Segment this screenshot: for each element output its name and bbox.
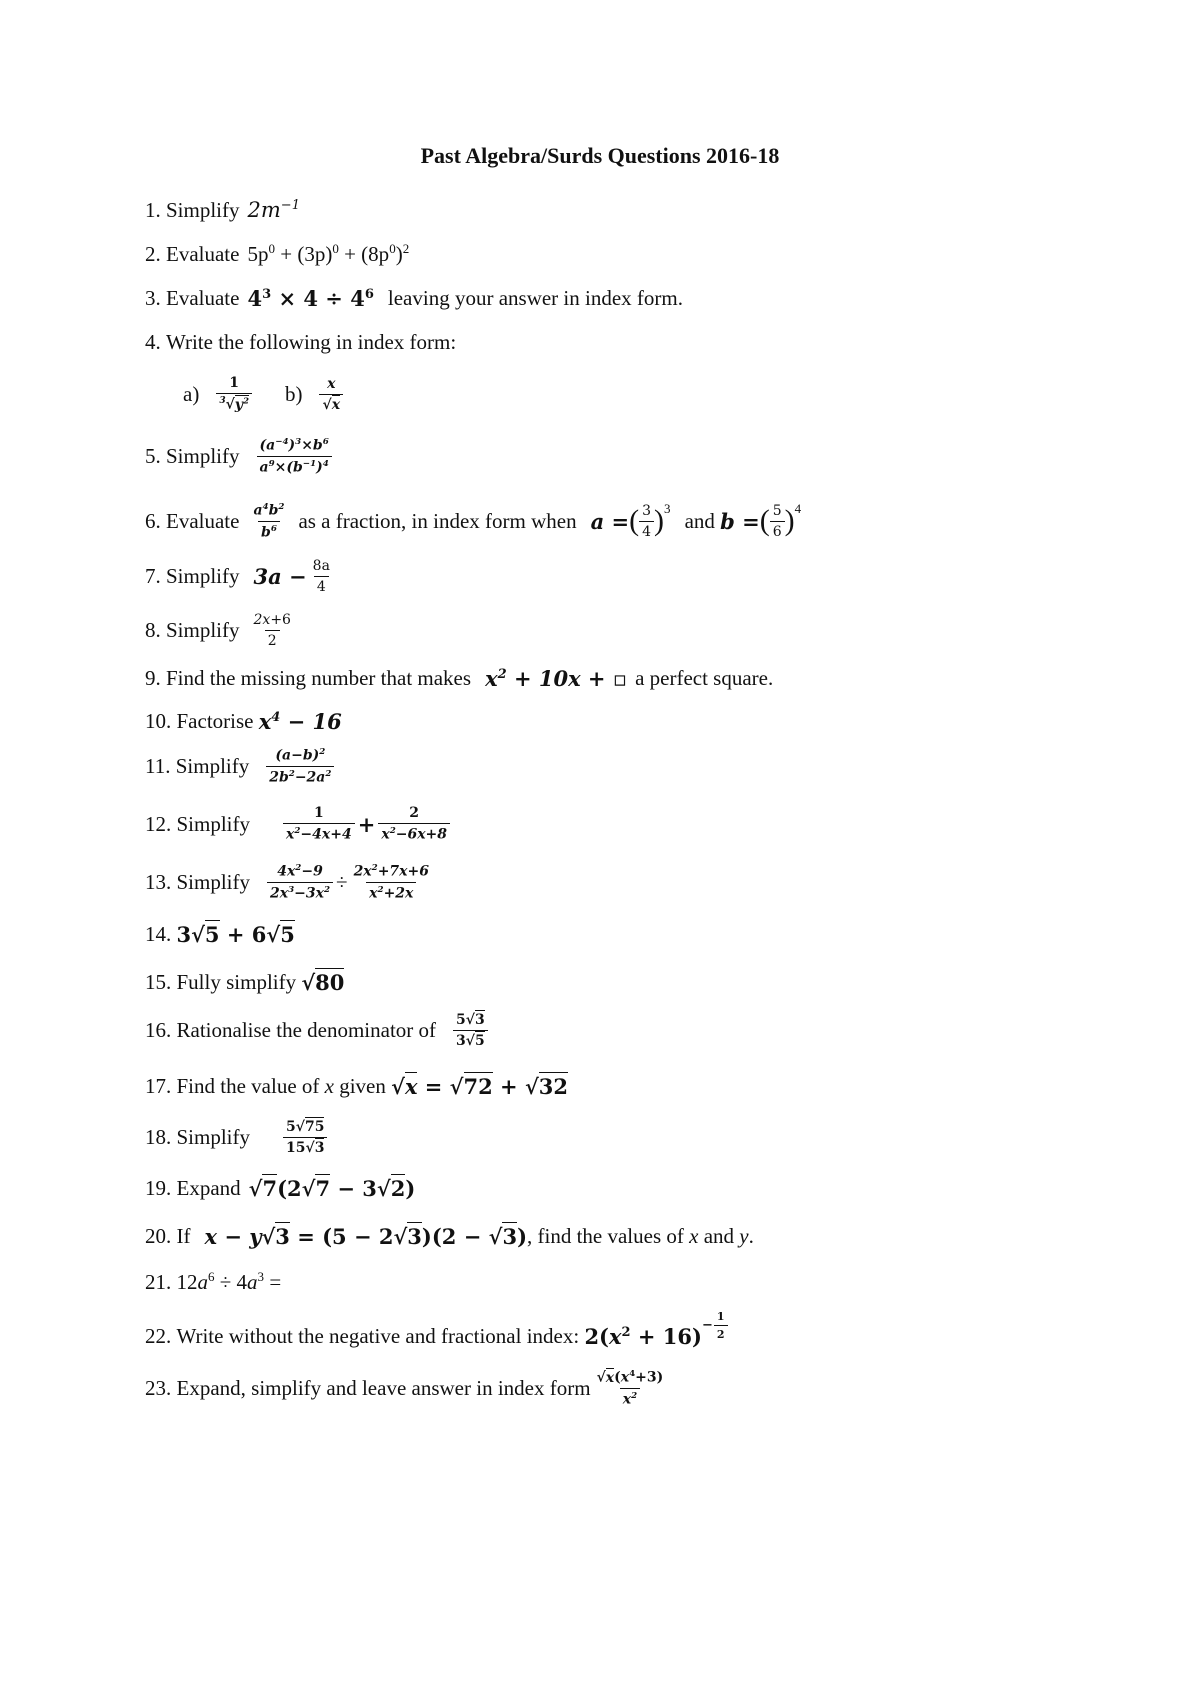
question-number: 4. (145, 329, 161, 354)
fraction: $\frac{a^4b^2}{b^6}$ (253, 501, 285, 541)
variable-x: x (689, 1223, 699, 1248)
expression: $5p^0 + (3p)^0 + (8p^0)^2$ (247, 241, 410, 266)
question-text: Evaluate (166, 241, 240, 266)
question-text: Rationalise the denominator of (176, 1017, 437, 1042)
question-number: 7. (145, 563, 161, 588)
question-number: 13. (145, 869, 172, 894)
question-10 (145, 697, 342, 745)
expression: $12a^6 \div 4a^3$ = (176, 1269, 282, 1294)
question-text: Evaluate (166, 285, 240, 310)
question-text: Write the following in index form: (166, 329, 457, 354)
fraction: $\frac{3}{4}$ (639, 503, 654, 540)
question-number: 23. (145, 1375, 172, 1400)
question-text: Write without the negative and fractional index: (176, 1323, 580, 1348)
expression: 3a − (253, 563, 307, 589)
question-number: 9. (145, 665, 161, 690)
fraction: $\frac{4x^2-9}{2x^3-3x^2}$ (267, 863, 333, 901)
question-text: Simplify (175, 753, 250, 778)
question-number: 14. (145, 921, 172, 946)
question-7 (145, 552, 336, 600)
expression: $2m^{-1}$ (247, 198, 300, 222)
and-text: and (703, 1223, 735, 1248)
question-17 (145, 1062, 568, 1110)
fraction: $\frac{(a-b)^2}{2b^2-2a^2}$ (266, 747, 334, 785)
fraction: $\frac{x}{√x}$ (319, 376, 343, 413)
question-number: 15. (145, 969, 172, 994)
question-4 (145, 318, 456, 366)
question-text: Fully simplify (176, 969, 297, 994)
fraction: $\frac{1}{^3√y^2}$ (216, 375, 252, 413)
question-23 (145, 1364, 669, 1412)
plus-sign: + (357, 811, 376, 837)
fraction: $\frac{5√3}{3√5}$ (453, 1012, 488, 1049)
fraction: $\frac{5}{6}$ (770, 503, 785, 540)
fraction: $\frac{(a^{-4})^3\times b^6}{a^9\times(b^{-1})^4}$ (257, 437, 332, 475)
fraction: $\frac{2}{x^2-6x+8}$ (378, 805, 450, 843)
expression: √7(2√7 − 3√2) (248, 1175, 416, 1201)
question-22 (145, 1312, 729, 1360)
question-number: 6. (145, 508, 161, 533)
question-text: Simplify (166, 443, 240, 468)
question-5 (145, 432, 335, 480)
question-text-after: , find the values of (527, 1223, 684, 1248)
question-number: 21. (145, 1269, 172, 1294)
question-text: Simplify (176, 811, 251, 836)
question-21 (145, 1258, 281, 1306)
question-number: 12. (145, 811, 172, 836)
divide-sign: ÷ (336, 869, 348, 894)
and-text: and (684, 508, 715, 533)
question-12 (145, 800, 453, 848)
fraction: $\frac{1}{x^2-4x+4}$ (283, 805, 355, 843)
question-text: Simplify (166, 197, 240, 222)
part-a-label: a) (183, 381, 200, 406)
question-number: 11. (145, 753, 171, 778)
question-text: Evaluate (166, 508, 240, 533)
question-number: 22. (145, 1323, 172, 1348)
fraction: $\frac{5√75}{15√3}$ (283, 1119, 327, 1156)
expression: $x^4 - 16$ (258, 708, 342, 734)
question-18 (145, 1113, 330, 1161)
question-number: 2. (145, 241, 161, 266)
question-19 (145, 1164, 415, 1212)
question-text-given: given (339, 1073, 386, 1098)
expression: $x^2 + 10x$ + ▫ (485, 665, 628, 691)
question-number: 16. (145, 1017, 172, 1042)
question-text: Simplify (176, 869, 251, 894)
expression: $2(x^2 + 16)$ (584, 1323, 702, 1349)
expression: a = (590, 508, 630, 534)
question-1 (145, 186, 300, 234)
question-text-mid: as a fraction, in index form when (298, 508, 577, 533)
full-stop: . (748, 1223, 754, 1248)
question-number: 1. (145, 197, 161, 222)
fraction: $\frac{2x+6}{2}$ (253, 611, 291, 649)
variable-x: x (324, 1073, 334, 1098)
fraction: $\frac{2x^2+7x+6}{x^2+2x}$ (353, 862, 429, 902)
question-13 (145, 858, 435, 906)
question-text: If (176, 1223, 191, 1248)
expression: √80 (301, 969, 345, 995)
question-number: 5. (145, 443, 161, 468)
question-2 (145, 230, 409, 278)
part-b-label: b) (284, 381, 303, 406)
question-number: 18. (145, 1124, 172, 1149)
question-text-after: a perfect square. (635, 665, 774, 690)
question-number: 8. (145, 617, 161, 642)
question-6: 6. Evaluate $\frac{a^4b^2}{b^6}$ as a fraction, in index form when a = ( $\frac{3}{4}$ ) $^3$ and b = ( $\frac{5}{6}$ ) $^4$ (145, 501, 802, 541)
question-3 (145, 274, 683, 322)
page-title: Past Algebra/Surds Questions 2016-18 (420, 143, 780, 168)
expression: b = (720, 508, 760, 534)
question-text: Factorise (176, 708, 254, 733)
expression: x − y√3 = (5 − 2√3)(2 − √3) (204, 1223, 527, 1249)
question-number: 20. (145, 1223, 172, 1248)
question-11 (145, 742, 337, 790)
variable-y: y (739, 1223, 749, 1248)
question-text: Simplify (166, 617, 240, 642)
fractional-exponent: − $\frac{1}{2}$ (702, 1310, 729, 1341)
question-14 (145, 910, 295, 958)
question-text: Find the missing number that makes (166, 665, 472, 690)
question-number: 17. (145, 1073, 172, 1098)
question-text-after: leaving your answer in index form. (387, 285, 683, 310)
expression: √x = √72 + √32 (391, 1073, 568, 1099)
expression: $4^3 \times 4 \div 4^6$ (247, 285, 374, 311)
question-9 (145, 654, 773, 702)
question-8 (145, 606, 297, 654)
question-text: Find the value of (176, 1073, 320, 1098)
fraction: $\frac{8a}{4}$ (312, 557, 330, 595)
question-15 (145, 958, 344, 1006)
question-number: 19. (145, 1175, 172, 1200)
question-text: Expand, simplify and leave answer in index form (176, 1375, 591, 1400)
fraction: $\frac{√x(x^4+3)}{x^2}$ (596, 1368, 664, 1408)
question-number: 10. (145, 708, 172, 733)
question-number: 3. (145, 285, 161, 310)
question-16 (145, 1006, 491, 1054)
question-20 (145, 1212, 754, 1260)
question-4-parts (183, 370, 346, 418)
expression: 3√5 + 6√5 (176, 921, 295, 947)
question-text: Simplify (176, 1124, 251, 1149)
question-text: Simplify (166, 563, 240, 588)
question-text: Expand (176, 1175, 241, 1200)
